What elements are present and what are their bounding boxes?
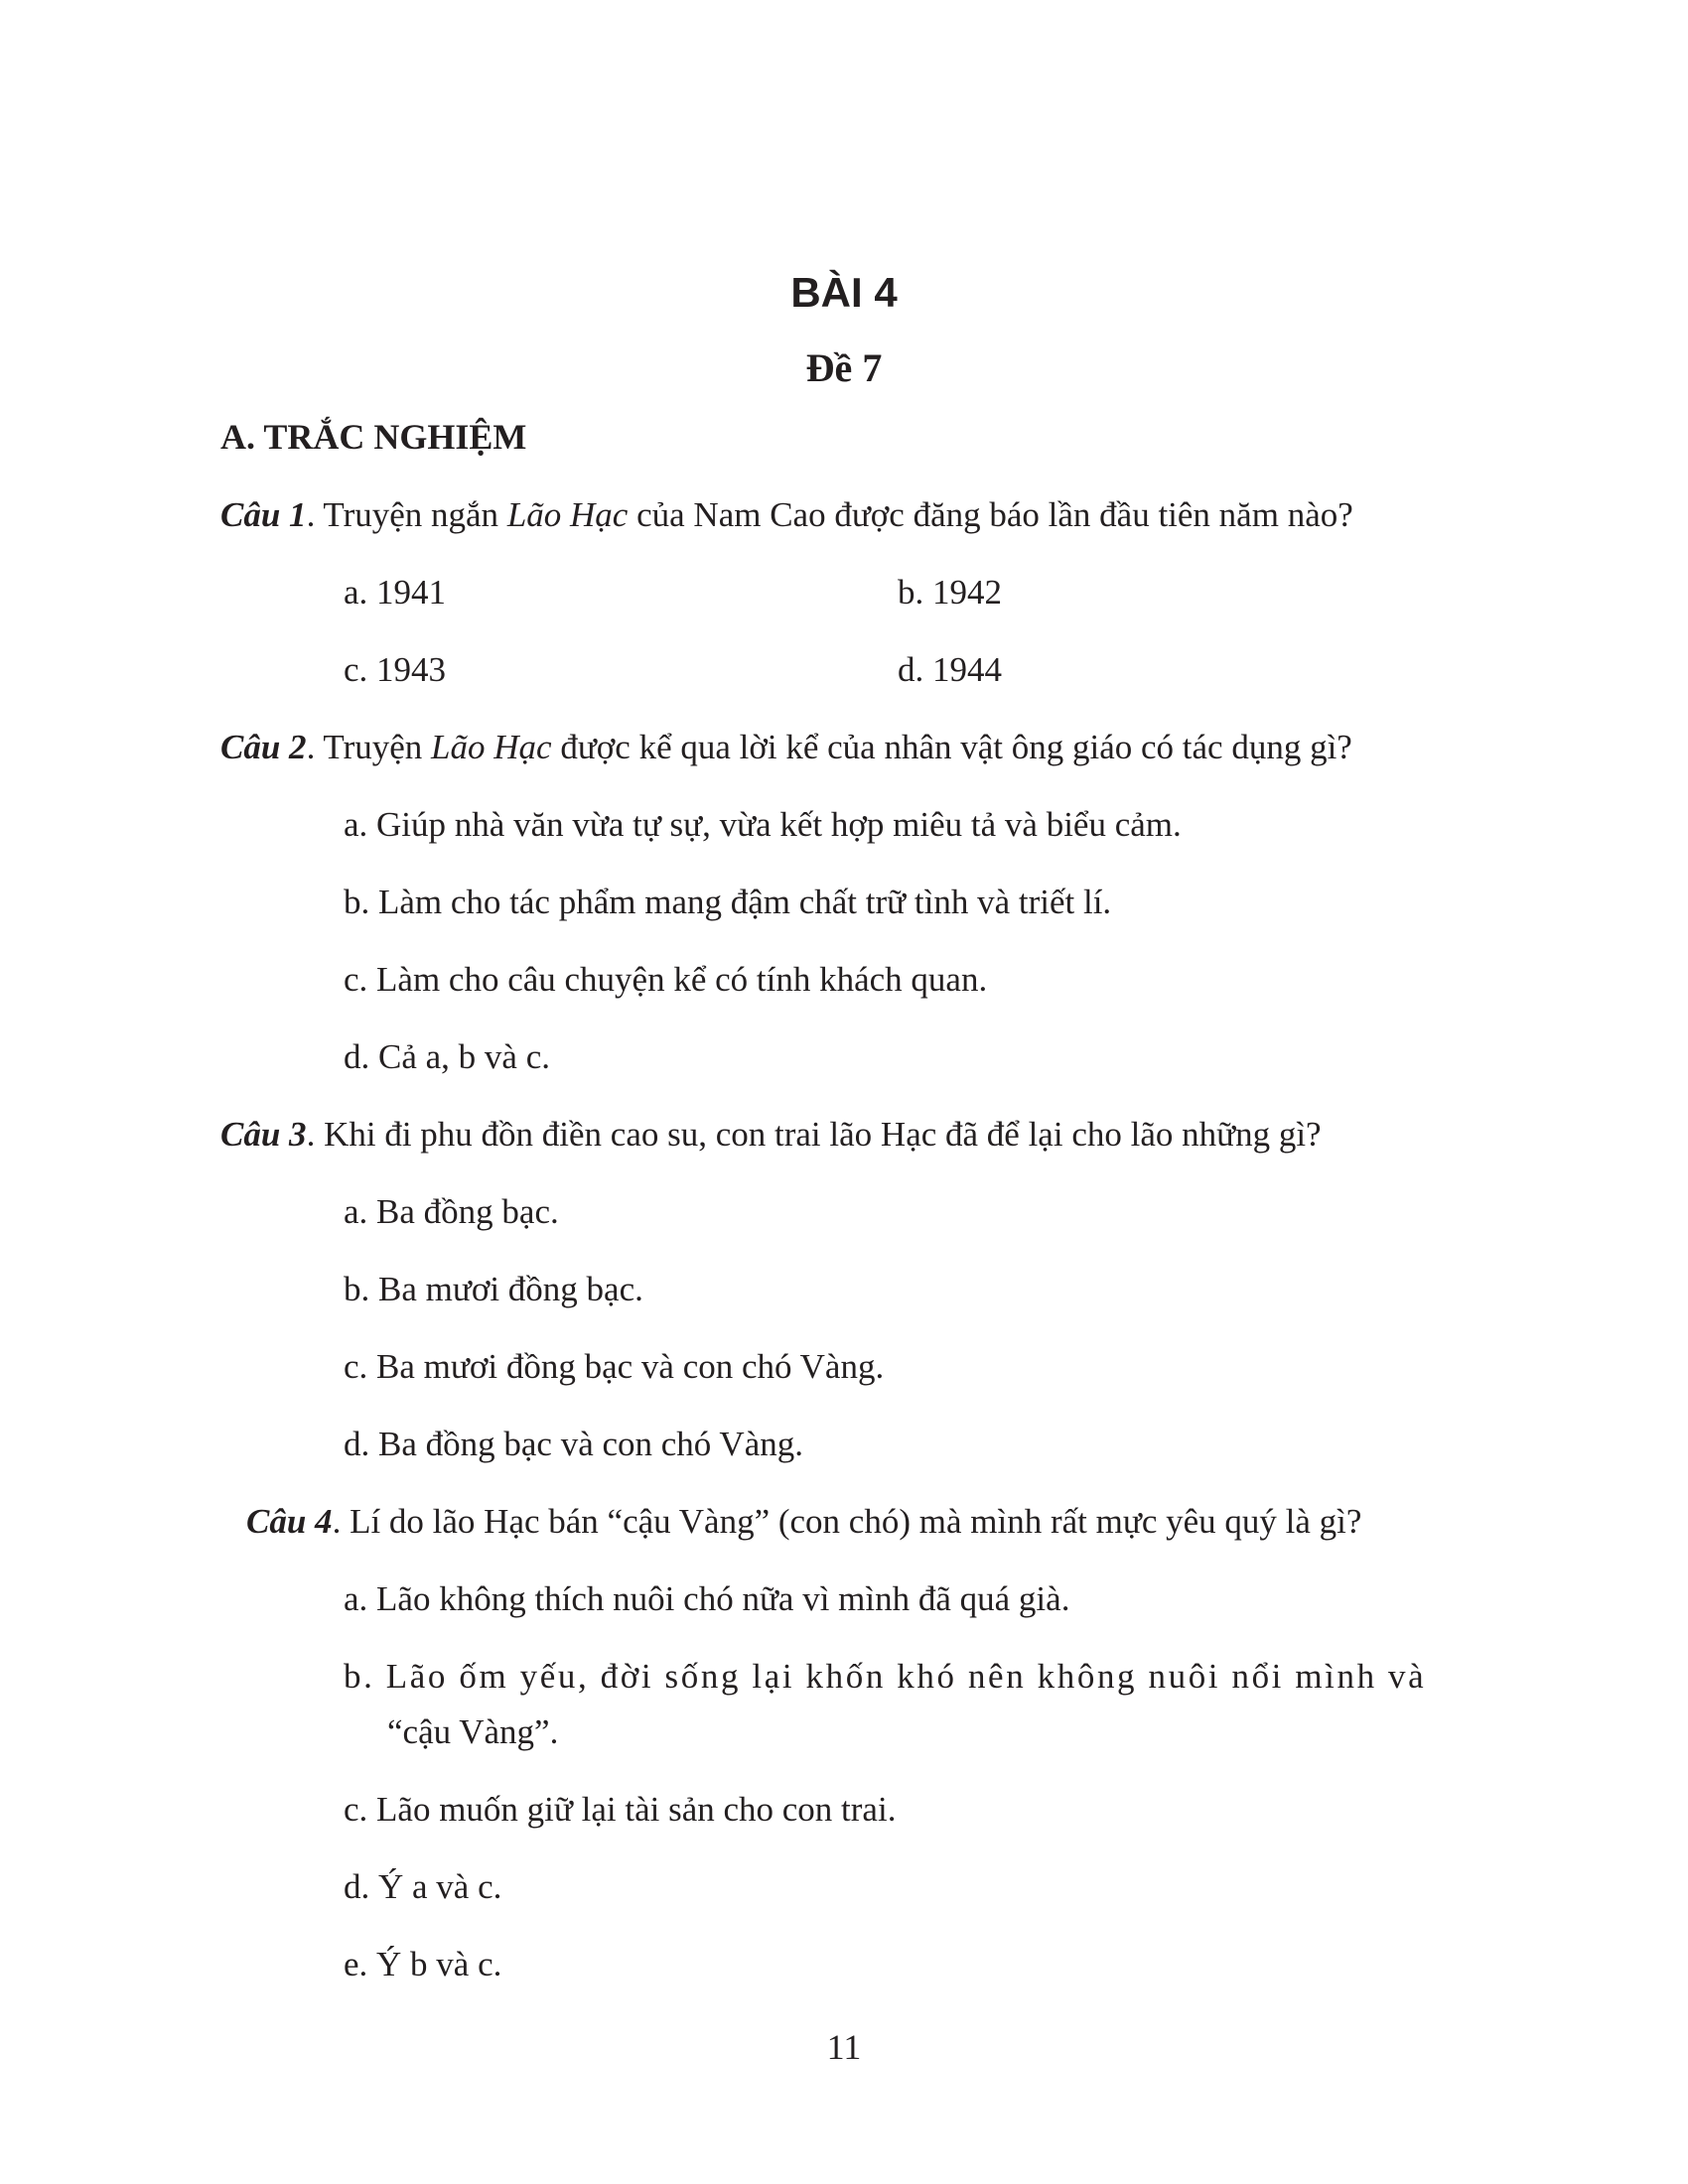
question-text: . Khi đi phu đồn điền cao su, con trai lão Hạc đã để lại cho lão những gì? (306, 1115, 1322, 1154)
question-4 (246, 1500, 1361, 1544)
work-title: Lão Hạc (431, 728, 552, 766)
question-label: Câu 4 (246, 1502, 333, 1541)
answer-option: e. Ý b và c. (344, 1945, 502, 1983)
question-label: Câu 1 (220, 495, 307, 534)
answer-option: d. Cả a, b và c. (344, 1037, 550, 1076)
answer-option: a. 1941 (344, 573, 447, 612)
answer-option: c. 1943 (344, 650, 447, 689)
lesson-title: BÀI 4 (790, 269, 898, 316)
question-1 (220, 493, 1353, 537)
answer-option: d. Ba đồng bạc và con chó Vàng. (344, 1425, 803, 1463)
question-text: được kể qua lời kể của nhân vật ông giáo có tác dụng gì? (551, 728, 1352, 766)
answer-option: b. Lão ốm yếu, đời sống lại khốn khó nên không nuôi nổi mình và (344, 1657, 1427, 1696)
section-heading: A. TRẮC NGHIỆM (220, 417, 527, 457)
question-2 (220, 726, 1352, 769)
answer-option: c. Lão muốn giữ lại tài sản cho con trai. (344, 1790, 897, 1829)
answer-option: b. Làm cho tác phẩm mang đậm chất trữ tình và triết lí. (344, 883, 1112, 921)
question-text: . Truyện (306, 728, 432, 766)
question-label: Câu 3 (220, 1115, 307, 1154)
question-text: . Lí do lão Hạc bán “cậu Vàng” (con chó) mà mình rất mực yêu quý là gì? (332, 1502, 1362, 1541)
answer-option: a. Lão không thích nuôi chó nữa vì mình đã quá già. (344, 1579, 1070, 1618)
page-number: 11 (826, 2027, 862, 2067)
answer-option: d. 1944 (898, 650, 1002, 689)
answer-option-continued: “cậu Vàng”. (387, 1712, 559, 1751)
answer-option: b. Ba mươi đồng bạc. (344, 1270, 643, 1308)
question-3 (220, 1113, 1322, 1157)
answer-option: a. Ba đồng bạc. (344, 1192, 559, 1231)
question-text: . Truyện ngắn (306, 495, 507, 534)
question-label: Câu 2 (220, 728, 307, 766)
question-text: của Nam Cao được đăng báo lần đầu tiên năm nào? (628, 495, 1353, 534)
answer-option: c. Làm cho câu chuyện kể có tính khách quan. (344, 960, 988, 999)
answer-option: b. 1942 (898, 573, 1002, 612)
exam-title: Đề 7 (805, 345, 883, 390)
answer-option: c. Ba mươi đồng bạc và con chó Vàng. (344, 1347, 885, 1386)
answer-option: d. Ý a và c. (344, 1867, 502, 1906)
answer-option: a. Giúp nhà văn vừa tự sự, vừa kết hợp miêu tả và biểu cảm. (344, 805, 1182, 844)
work-title: Lão Hạc (506, 495, 629, 534)
